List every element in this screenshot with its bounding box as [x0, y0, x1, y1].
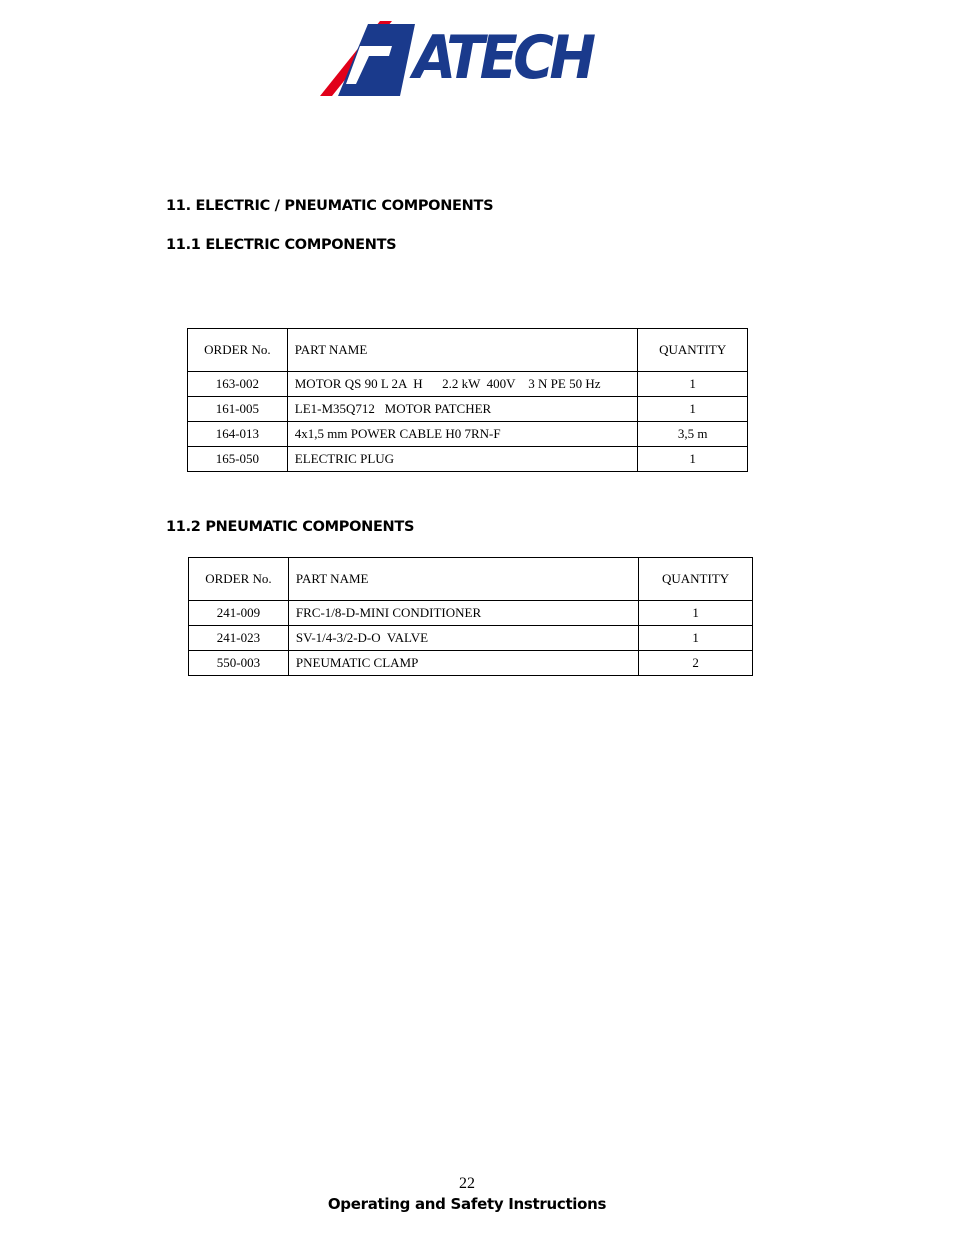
table-header-row [189, 558, 753, 601]
part-name-cell: MOTOR QS 90 L 2A H 2.2 kW 400V 3 N PE 50 Hz [287, 372, 638, 397]
order-no-cell: 163-002 [188, 372, 288, 397]
order-no-cell: 165-050 [188, 447, 288, 472]
order-no-cell: 550-003 [189, 651, 289, 676]
electric-components-heading: 11.1 ELECTRIC COMPONENTS [166, 237, 397, 253]
part-name-cell: LE1-M35Q712 MOTOR PATCHER [287, 397, 638, 422]
table-row [189, 626, 753, 651]
part-name-cell: 4x1,5 mm POWER CABLE H0 7RN-F [287, 422, 638, 447]
order-no-cell: 241-009 [189, 601, 289, 626]
quantity-cell: 2 [639, 651, 753, 676]
part-name-cell: FRC-1/8-D-MINI CONDITIONER [288, 601, 638, 626]
quantity-cell: 1 [638, 397, 748, 422]
electric-components-table [187, 328, 748, 472]
header-quantity: QUANTITY [638, 329, 748, 372]
quantity-cell: 3,5 m [638, 422, 748, 447]
table-row [188, 397, 748, 422]
table-header-row [188, 329, 748, 372]
part-name-cell: PNEUMATIC CLAMP [288, 651, 638, 676]
order-no-cell: 241-023 [189, 626, 289, 651]
quantity-cell: 1 [639, 601, 753, 626]
quantity-cell: 1 [639, 626, 753, 651]
table-row [188, 447, 748, 472]
header-quantity: QUANTITY [639, 558, 753, 601]
order-no-cell: 161-005 [188, 397, 288, 422]
pneumatic-components-table [188, 557, 753, 676]
footer-title: Operating and Safety Instructions [327, 1195, 607, 1213]
table-row [188, 422, 748, 447]
logo-mark-icon [320, 20, 420, 100]
logo-text: ATECH [413, 23, 592, 93]
header-part-name: PART NAME [288, 558, 638, 601]
header-order-no: ORDER No. [188, 329, 288, 372]
table-row [189, 601, 753, 626]
quantity-cell: 1 [638, 372, 748, 397]
part-name-cell: SV-1/4-3/2-D-O VALVE [288, 626, 638, 651]
order-no-cell: 164-013 [188, 422, 288, 447]
table-row [189, 651, 753, 676]
quantity-cell: 1 [638, 447, 748, 472]
atech-logo [320, 20, 615, 100]
pneumatic-components-heading: 11.2 PNEUMATIC COMPONENTS [166, 519, 415, 535]
page-number: 22 [459, 1175, 475, 1192]
section-title: 11. ELECTRIC / PNEUMATIC COMPONENTS [166, 198, 494, 214]
part-name-cell: ELECTRIC PLUG [287, 447, 638, 472]
table-row [188, 372, 748, 397]
header-part-name: PART NAME [287, 329, 638, 372]
header-order-no: ORDER No. [189, 558, 289, 601]
